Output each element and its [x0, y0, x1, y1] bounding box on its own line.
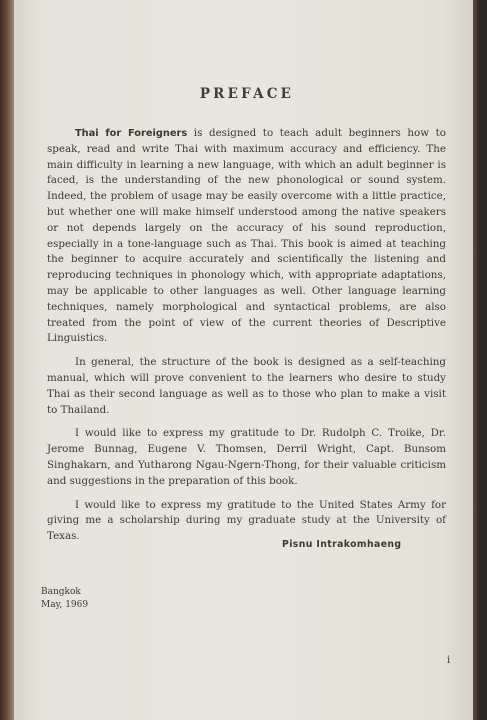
page-right-edge	[473, 0, 480, 720]
page-number: i	[447, 655, 451, 666]
paragraph-1-text: is designed to teach adult beginners how to speak, read and write Thai with maximum accuracy and efficiency. The main difficulty in learning a new language, with which an adult beginner is faced, is the understanding of the new phonological or sound system. Indeed, the problem of usage may be easily overcome with a little practice, but whether one will make himself understood among the native speakers or not depends largely on the accuracy of his sound reproduction, especially in a tone-language such as Thai. This book is aimed at teaching the beginner to acquire accurately and scientifically the listening and reproducing techniques in phonology which, with appropriate adaptations, may be applicable to other languages as well. Other language learning techniques, namely morphological and syntactical problems, are also treated from the point of view of the current theories of Descriptive Linguistics.	[47, 127, 446, 345]
book-page	[14, 0, 480, 720]
date: May, 1969	[41, 600, 89, 610]
paragraph-3: I would like to express my gratitude to Dr. Rudolph C. Troike, Dr. Jerome Bunnag, Eugene V. Thomsen, Derril Wright, Capt. Bunsom Singhakarn, and Yutharong Ngau-Ngern-Thong, for their valuable criticism and suggestions in the preparation of this book.	[47, 427, 446, 487]
author-signature: Pisnu Intrakomhaeng	[282, 539, 402, 550]
paragraph-2: In general, the structure of the book is designed as a self-teaching manual, which will prove convenient to the learners who desire to study Thai as their second language as well as to those who plan to make a visit to Thailand.	[47, 356, 446, 416]
place-name: Bangkok	[41, 587, 81, 597]
preface-body	[47, 126, 446, 553]
book-title-lead: Thai for Foreigners	[75, 128, 188, 139]
page-title: PREFACE	[199, 86, 295, 102]
place-date-block	[41, 586, 88, 612]
paragraph-1	[47, 126, 446, 347]
paragraph-4: I would like to express my gratitude to the United States Army for giving me a scholarship during my graduate study at the University of Texas.	[47, 498, 446, 543]
book-spine-shadow	[0, 0, 14, 720]
